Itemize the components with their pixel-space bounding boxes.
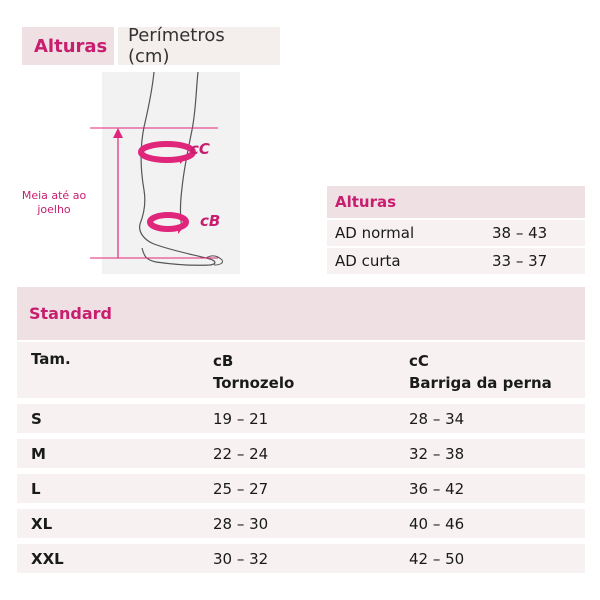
cc-label: cC: [190, 140, 210, 158]
size-cell: M: [31, 444, 46, 463]
tab-bar: [22, 27, 280, 65]
header-cc-code: cC: [409, 352, 429, 370]
cc-cell: 42 – 50: [409, 549, 465, 568]
table-row: [17, 439, 585, 468]
table-row: [17, 509, 585, 538]
alturas-row-label: AD curta: [335, 252, 401, 270]
header-cb-name: Tornozelo: [213, 374, 295, 392]
alturas-row-value: 38 – 43: [492, 224, 548, 242]
header-cb: [213, 350, 409, 394]
header-cc-name: Barriga da perna: [409, 374, 552, 392]
cb-cell: 25 – 27: [213, 479, 269, 498]
size-cell: S: [31, 409, 42, 428]
table-row: [327, 248, 585, 274]
tab-alturas[interactable]: Alturas: [22, 27, 114, 65]
size-cell: XL: [31, 514, 53, 533]
alturas-row-label: AD normal: [335, 224, 415, 242]
header-cb-code: cB: [213, 352, 234, 370]
cc-cell: 40 – 46: [409, 514, 465, 533]
alturas-row-value: 33 – 37: [492, 252, 548, 270]
alturas-title: Alturas: [327, 186, 585, 218]
table-header-row: [17, 342, 585, 398]
cb-label: cB: [200, 212, 221, 230]
cb-cell: 19 – 21: [213, 409, 269, 428]
height-label-line2: joelho: [37, 203, 71, 216]
cc-cell: 32 – 38: [409, 444, 465, 463]
tab-perimetros[interactable]: Perímetros (cm): [118, 27, 280, 65]
cc-cell: 36 – 42: [409, 479, 465, 498]
standard-title: Standard: [17, 287, 585, 340]
alturas-table: [327, 186, 585, 274]
table-row: [17, 404, 585, 433]
cc-cell: 28 – 34: [409, 409, 465, 428]
leg-illustration: [20, 72, 240, 282]
table-row: [17, 474, 585, 503]
height-label-line1: Meia até ao: [21, 189, 87, 202]
header-size: Tam.: [31, 350, 71, 368]
table-row: [327, 220, 585, 246]
cb-cell: 30 – 32: [213, 549, 269, 568]
size-cell: XXL: [31, 549, 64, 568]
cb-cell: 22 – 24: [213, 444, 269, 463]
leg-diagram: [20, 72, 240, 282]
table-row: [17, 544, 585, 573]
height-label: [20, 189, 88, 217]
diagram-panel: [102, 72, 240, 274]
size-cell: L: [31, 479, 41, 498]
standard-table: [17, 287, 585, 573]
header-cc: [409, 350, 585, 394]
cb-cell: 28 – 30: [213, 514, 269, 533]
